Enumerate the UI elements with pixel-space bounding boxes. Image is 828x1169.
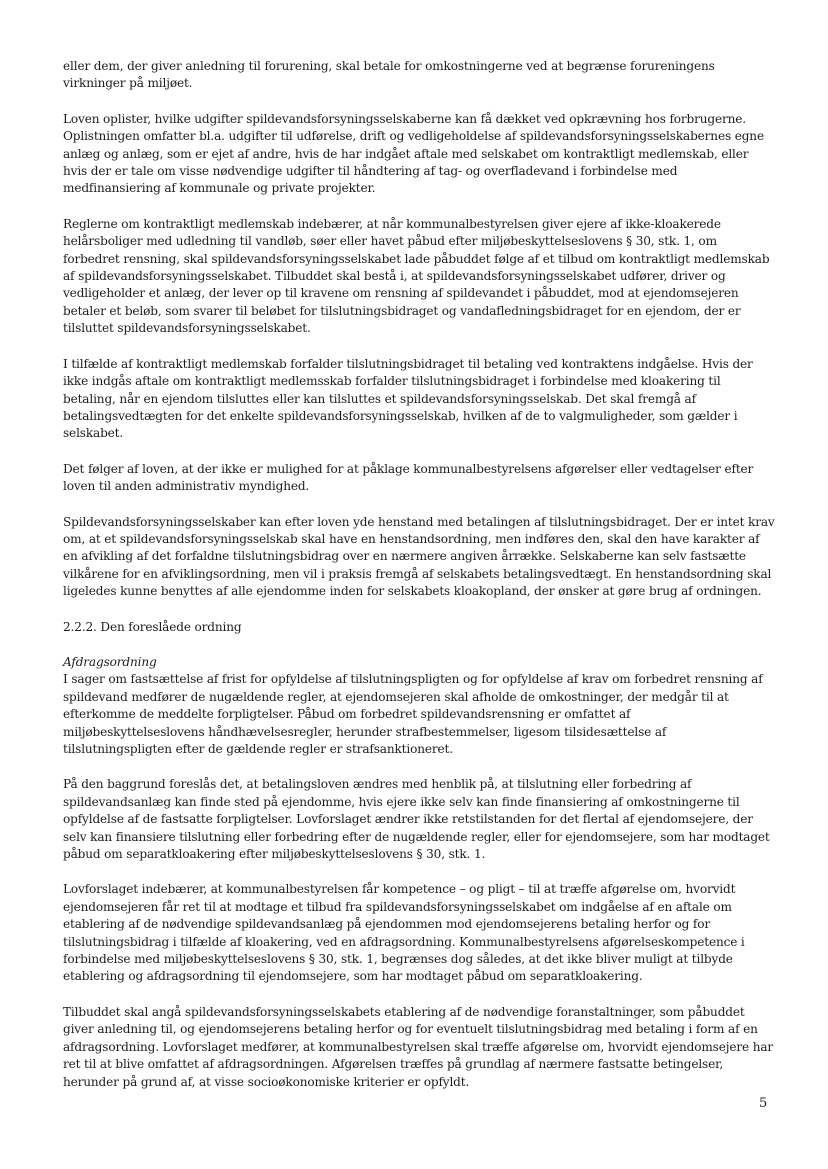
paragraph-proposal: På den baggrund foreslås det, at betalingsloven ændres med henblik på, at tilslutning eller forbedring af spildevandsanlæg kan finde sted på ejendomme, hvis ejere ikke selv kan finde finansiering af omkostningerne til opfyldelse af de fastsatte forpligtelser. Lovforslaget ændrer ikke retstilstanden for det flertal af ejendomsejere, der selv kan finansiere tilslutning eller forbedring efter de nugældende regler, eller for ejendomsejere, som har modtaget påbud om separatkloakering efter miljøbeskyttelseslovens § 30, stk. 1.: [63, 777, 770, 862]
paragraph-contractual-membership: Reglerne om kontraktligt medlemskab indebærer, at når kommunalbestyrelsen giver ejere af ikke-kloakerede helårsboliger med udledning til vandløb, søer eller havet påbud efter miljøbeskyttelseslovens § 30, stk. 1, om forbedret rensning, skal spildevandsforsyningsselskabet lade påbuddet følge af et tilbud om kontraktligt medlemskab af spildevandsforsyningsselskabet. Tilbuddet skal bestå i, at spildevandsforsyningsselskabet udfører, driver og vedligeholder et anlæg, der lever op til kravene om rensning af spildevandet i påbuddet, mod at ejendomsejeren betaler et beløb, som svarer til beløbet for tilslutningsbidraget og vandafledningsbidraget for en ejendom, der er tilsluttet spildevandsforsyningsselskabet.: [63, 216, 770, 336]
paragraph-cost-list: Loven oplister, hvilke udgifter spildevandsforsyningsselskaberne kan få dækket ved opkrævning hos forbrugerne. Oplistningen omfatter bl.a. udgifter til udførelse, drift og vedligeholdelse af spildevandsforsyningsselskabernes egne anlæg og anlæg, som er ejet af andre, hvis de har indgået aftale med selskabet om kontraktligt medlemskab, eller hvis der er tale om visse nødvendige udgifter til håndtering af tag- og overfladevand i forbindelse med medfinansiering af kommunale og private projekter.: [63, 111, 764, 196]
paragraph-deferral: Spildevandsforsyningsselskaber kan efter loven yde henstand med betalingen af tilslutningsbidraget. Der er intet krav om, at et spildevandsforsyningsselskab skal have en henstandsordning, men indføres den, skal den have karakter af en afvikling af det forfaldne tilslutningsbidrag over en nærmere angiven årrække. Selskaberne kan selv fastsætte vilkårene for en afviklingsordning, men vil i praksis fremgå af selskabets betalingsvedtægt. En henstandsordning skal ligeledes kunne benyttes af alle ejendomme inden for selskabets kloakopland, der ønsker at gøre brug af ordningen.: [63, 514, 775, 599]
paragraph-municipal-competence: Lovforslaget indebærer, at kommunalbestyrelsen får kompetence – og pligt – til at træffe afgørelse om, hvorvidt ejendomsejeren får ret til at modtage et tilbud fra spildevandsforsyningsselskabet om indgåelse af en aftale om etablering af de nødvendige spildevandsanlæg på ejendommen mod ejendomsejerens betaling herfor og for tilslutningsbidrag i tilfælde af kloakering, ved en afdragsordning. Kommunalbestyrelsens afgørelseskompetence i forbindelse med miljøbeskyttelseslovens § 30, stk. 1, begrænses dog således, at det ikke bliver muligt at tilbyde etablering og afdragsordning til ejendomsejere, som har modtaget påbud om separatkloakering.: [63, 882, 745, 984]
paragraph-offer-content: Tilbuddet skal angå spildevandsforsyningsselskabets etablering af de nødvendige foranstaltninger, som påbuddet giver anledning til, og ejendomsejerens betaling herfor og for eventuelt tilslutningsbidrag med betaling i form af en afdragsordning. Lovforslaget medfører, at kommunalbestyrelsen skal træffe afgørelse om, hvorvidt ejendomsejere har ret til at blive omfattet af afdragsordningen. Afgørelsen træffes på grundlag af nærmere fastsatte betingelser, herunder på grund af, at visse socioøkonomiske kriterier er opfyldt.: [63, 1004, 774, 1089]
paragraph-no-appeal: Det følger af loven, at der ikke er mulighed for at påklage kommunalbestyrelsens afgørelser eller vedtagelser efter loven til anden administrativ myndighed.: [63, 461, 754, 494]
paragraph-current-rules: I sager om fastsættelse af frist for opfyldelse af tilslutningspligten og for opfyldelse af krav om forbedret rensning af spildevand medfører de nugældende regler, at ejendomsejeren skal afholde de omkostninger, der medgår til at efterkomme de meddelte forpligtelser. Påbud om forbedret spildevandsrensning er omfattet af miljøbeskyttelseslovens håndhævelsesregler, herunder strafbestemmelser, ligesom tilsidesættelse af tilslutningspligten efter de gældende regler er strafsanktioneret.: [63, 672, 763, 756]
subheading-installment-scheme: Afdragsordning: [63, 654, 157, 669]
paragraph-connection-fee-due: I tilfælde af kontraktligt medlemskab forfalder tilslutningsbidraget til betaling ved kontraktens indgåelse. Hvis der ikke indgås aftale om kontraktligt medlemsskab forfalder tilslutningsbidraget i forbindelse med kloakering til betaling, når en ejendom tilsluttes eller kan tilsluttes et spildevandsforsyningsselskab. Det skal fremgå af betalingsvedtægten for det enkelte spildevandsforsyningsselskab, hvilken af de to valgmuligheder, som gælder i selskabet.: [63, 356, 753, 441]
paragraph-polluter-pays: eller dem, der giver anledning til forurening, skal betale for omkostningerne ved at begrænse forureningens virkninger på miljøet.: [63, 59, 715, 91]
document-body: [63, 58, 775, 1109]
section-heading: 2.2.2. Den foreslåede ordning: [63, 619, 242, 634]
page-number: 5: [759, 1096, 768, 1111]
